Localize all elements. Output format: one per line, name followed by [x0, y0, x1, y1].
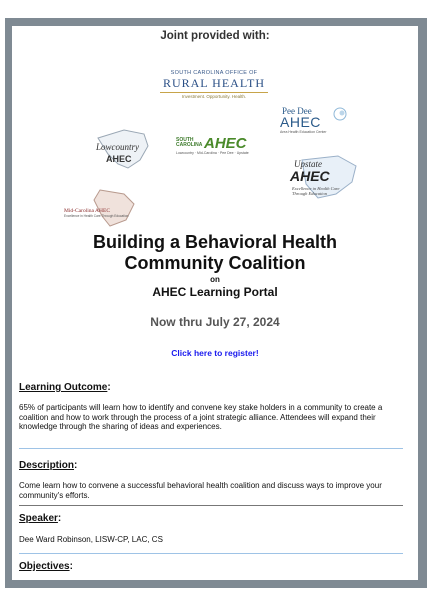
south-carolina-line3: AHEC: [204, 135, 247, 152]
event-title: [12, 232, 418, 274]
lowcountry-line2: AHEC: [106, 154, 132, 164]
section-divider: [19, 505, 403, 506]
mid-carolina-line1: Mid-Carolina AHEC: [64, 208, 110, 214]
event-title-line1: Building a Behavioral Health: [92, 232, 338, 252]
email-frame: [5, 18, 427, 588]
sc-rural-line2: RURAL HEALTH: [162, 76, 266, 90]
sc-rural-health-logo: [152, 70, 276, 99]
south-carolina-ahec-logo: [174, 134, 252, 156]
event-on-label: on: [210, 275, 220, 284]
sc-rural-rule: [160, 92, 268, 93]
south-carolina-tagline: Lowcountry · Mid-Carolina · Pee Dee · Upstate: [176, 151, 249, 155]
upstate-line2: AHEC: [290, 168, 330, 184]
lowcountry-line1: Lowcountry: [96, 142, 140, 152]
lowcountry-ahec-logo: [88, 124, 152, 174]
event-dates: Now thru July 27, 2024: [150, 315, 280, 329]
pee-dee-line2: AHEC: [280, 114, 321, 130]
learning-outcome-text: 65% of participants will learn how to identify and convene key stake holders in a community to create a coalition and how to work through the process of a joint strategic alliance. Attendees will expand their knowledge through the sharing of ideas and experiences.: [19, 403, 383, 432]
event-portal: AHEC Learning Portal: [152, 285, 278, 299]
sc-rural-line1: SOUTH CAROLINA OFFICE OF: [170, 70, 258, 76]
description-heading: Description:: [19, 460, 78, 471]
speaker-text: Dee Ward Robinson, LISW-CP, LAC, CS: [19, 535, 163, 544]
section-divider: [19, 553, 403, 554]
objectives-heading: Objectives:: [19, 561, 73, 572]
register-link[interactable]: Click here to register!: [171, 348, 259, 358]
pee-dee-tagline: Area Health Education Center: [280, 130, 327, 134]
mid-carolina-tagline: Excellence in Health Care Through Education: [64, 214, 129, 218]
email-card: [12, 26, 418, 580]
south-carolina-line1: SOUTH CAROLINA: [176, 137, 203, 148]
pee-dee-line1: Pee Dee: [282, 106, 312, 116]
learning-outcome-heading: Learning Outcome:: [19, 382, 111, 393]
upstate-ahec-logo: [282, 154, 360, 202]
joint-provided-label: Joint provided with:: [160, 30, 270, 42]
speaker-heading: Speaker:: [19, 513, 62, 524]
upstate-line1: Upstate: [294, 159, 322, 169]
section-divider: [19, 448, 403, 449]
state-outline-icon: [60, 186, 136, 228]
upstate-tagline: Excellence in Health Care Through Education: [292, 186, 340, 196]
event-title-line2: Community Coalition: [124, 253, 306, 273]
sc-rural-line3: Investment. Opportunity. Health.: [181, 94, 247, 99]
pee-dee-ahec-logo: [274, 106, 352, 136]
description-text: Come learn how to convene a successful behavioral health coalition and discuss ways to improve your community's efforts.: [19, 481, 382, 500]
mid-carolina-ahec-logo: [60, 186, 136, 228]
